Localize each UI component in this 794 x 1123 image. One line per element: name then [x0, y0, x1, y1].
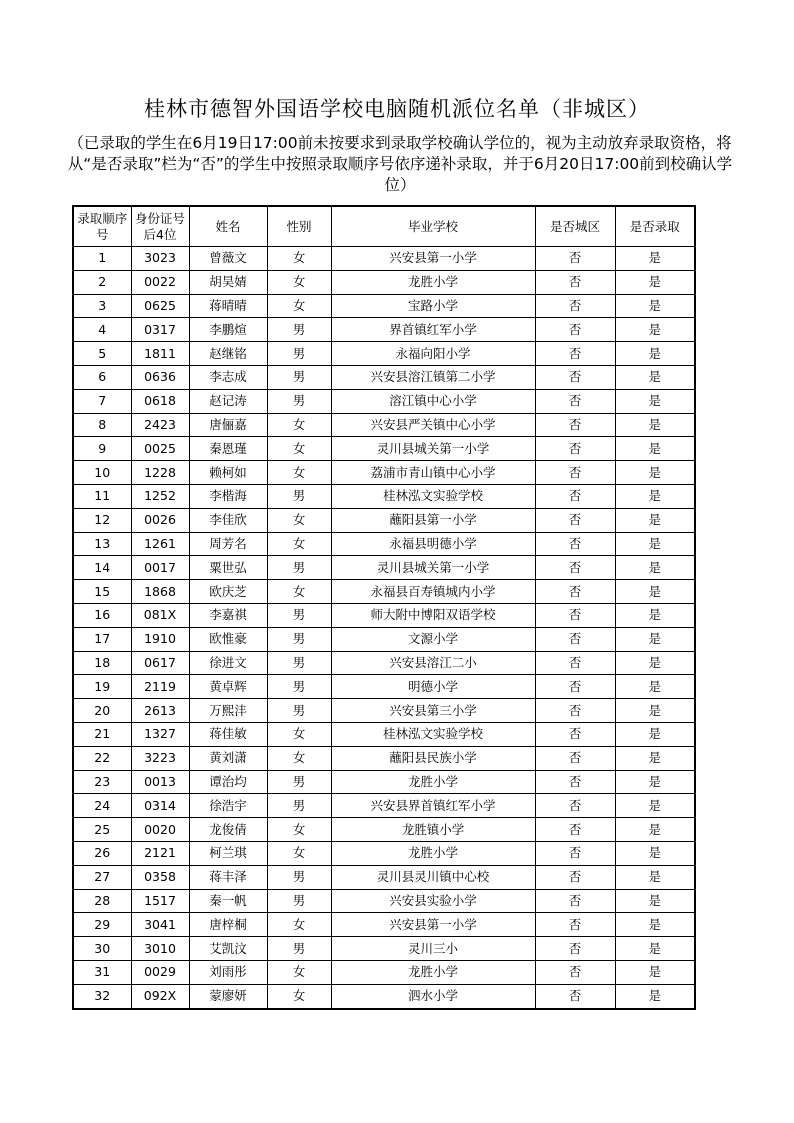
cell-is-urban: 否 [535, 247, 615, 271]
cell-gender: 男 [267, 627, 331, 651]
table-row [73, 865, 695, 889]
cell-name: 蒋晴晴 [189, 294, 267, 318]
cell-id-last4: 1261 [131, 532, 189, 556]
cell-id-last4: 0314 [131, 794, 189, 818]
cell-gender: 男 [267, 937, 331, 961]
cell-gender: 女 [267, 722, 331, 746]
cell-order: 28 [73, 889, 131, 913]
cell-order: 9 [73, 437, 131, 461]
cell-school: 永福县百寿镇城内小学 [331, 580, 535, 604]
cell-gender: 男 [267, 675, 331, 699]
cell-is-admitted: 是 [615, 603, 695, 627]
cell-is-urban: 否 [535, 841, 615, 865]
cell-order: 22 [73, 746, 131, 770]
table-body [73, 247, 695, 1009]
table-row [73, 699, 695, 723]
cell-name: 赵记涛 [189, 389, 267, 413]
table-row [73, 889, 695, 913]
cell-is-admitted: 是 [615, 294, 695, 318]
cell-order: 14 [73, 556, 131, 580]
cell-gender: 女 [267, 294, 331, 318]
notice-text: （已录取的学生在6月19日17:00前未按要求到录取学校确认学位的，视为主动放弃录取资格，将从“是否录取”栏为“否”的学生中按照录取顺序号依序递补录取，并于6月20日17:00前到校确认学位） [67, 134, 733, 194]
cell-gender: 男 [267, 603, 331, 627]
cell-id-last4: 0317 [131, 318, 189, 342]
cell-is-admitted: 是 [615, 841, 695, 865]
cell-order: 15 [73, 580, 131, 604]
cell-order: 7 [73, 389, 131, 413]
cell-gender: 男 [267, 556, 331, 580]
cell-is-admitted: 是 [615, 770, 695, 794]
cell-school: 兴安县第一小学 [331, 913, 535, 937]
cell-is-urban: 否 [535, 913, 615, 937]
cell-is-urban: 否 [535, 865, 615, 889]
cell-name: 刘雨彤 [189, 960, 267, 984]
cell-is-urban: 否 [535, 937, 615, 961]
cell-is-urban: 否 [535, 794, 615, 818]
cell-school: 兴安县溶江镇第二小学 [331, 365, 535, 389]
cell-gender: 男 [267, 484, 331, 508]
cell-gender: 男 [267, 651, 331, 675]
cell-is-admitted: 是 [615, 461, 695, 485]
cell-is-admitted: 是 [615, 318, 695, 342]
cell-is-admitted: 是 [615, 889, 695, 913]
cell-school: 永福向阳小学 [331, 342, 535, 366]
cell-is-admitted: 是 [615, 413, 695, 437]
cell-is-urban: 否 [535, 365, 615, 389]
cell-id-last4: 2613 [131, 699, 189, 723]
cell-gender: 男 [267, 889, 331, 913]
cell-name: 周芳名 [189, 532, 267, 556]
cell-id-last4: 1868 [131, 580, 189, 604]
cell-school: 桂林泓文实验学校 [331, 484, 535, 508]
cell-id-last4: 081X [131, 603, 189, 627]
cell-order: 32 [73, 984, 131, 1008]
cell-gender: 女 [267, 746, 331, 770]
cell-is-urban: 否 [535, 294, 615, 318]
cell-gender: 女 [267, 437, 331, 461]
cell-id-last4: 3010 [131, 937, 189, 961]
cell-is-admitted: 是 [615, 532, 695, 556]
cell-gender: 男 [267, 342, 331, 366]
cell-order: 1 [73, 247, 131, 271]
cell-id-last4: 0022 [131, 270, 189, 294]
table-row [73, 365, 695, 389]
cell-name: 黄卓辉 [189, 675, 267, 699]
cell-id-last4: 1811 [131, 342, 189, 366]
cell-is-urban: 否 [535, 413, 615, 437]
cell-order: 20 [73, 699, 131, 723]
cell-gender: 男 [267, 699, 331, 723]
cell-school: 泗水小学 [331, 984, 535, 1008]
cell-school: 溶江镇中心小学 [331, 389, 535, 413]
cell-name: 蒙廖妍 [189, 984, 267, 1008]
header-id-last4: 身份证号后4位 [131, 206, 189, 247]
cell-gender: 女 [267, 508, 331, 532]
cell-order: 31 [73, 960, 131, 984]
cell-id-last4: 092X [131, 984, 189, 1008]
cell-order: 16 [73, 603, 131, 627]
table-row [73, 484, 695, 508]
cell-name: 李佳欣 [189, 508, 267, 532]
cell-id-last4: 0029 [131, 960, 189, 984]
cell-name: 蒋佳敏 [189, 722, 267, 746]
cell-is-urban: 否 [535, 580, 615, 604]
cell-is-admitted: 是 [615, 651, 695, 675]
cell-school: 蘸阳县民族小学 [331, 746, 535, 770]
cell-id-last4: 0026 [131, 508, 189, 532]
cell-gender: 男 [267, 794, 331, 818]
cell-is-urban: 否 [535, 318, 615, 342]
table-row [73, 342, 695, 366]
table-row [73, 508, 695, 532]
cell-is-urban: 否 [535, 627, 615, 651]
cell-name: 唐俪嘉 [189, 413, 267, 437]
cell-id-last4: 0358 [131, 865, 189, 889]
cell-name: 赵继铭 [189, 342, 267, 366]
cell-gender: 男 [267, 365, 331, 389]
cell-name: 秦恩瑾 [189, 437, 267, 461]
cell-school: 龙胜镇小学 [331, 818, 535, 842]
cell-id-last4: 1252 [131, 484, 189, 508]
table-row [73, 318, 695, 342]
cell-is-urban: 否 [535, 889, 615, 913]
cell-school: 兴安县界首镇红军小学 [331, 794, 535, 818]
header-is-admitted: 是否录取 [615, 206, 695, 247]
cell-order: 4 [73, 318, 131, 342]
cell-is-urban: 否 [535, 532, 615, 556]
cell-school: 灵川县城关第一小学 [331, 437, 535, 461]
cell-is-urban: 否 [535, 651, 615, 675]
cell-is-admitted: 是 [615, 437, 695, 461]
cell-order: 29 [73, 913, 131, 937]
cell-id-last4: 2121 [131, 841, 189, 865]
cell-school: 界首镇红军小学 [331, 318, 535, 342]
cell-order: 23 [73, 770, 131, 794]
cell-is-urban: 否 [535, 675, 615, 699]
table-row [73, 746, 695, 770]
cell-order: 5 [73, 342, 131, 366]
cell-order: 11 [73, 484, 131, 508]
cell-is-admitted: 是 [615, 722, 695, 746]
cell-id-last4: 3023 [131, 247, 189, 271]
cell-is-urban: 否 [535, 603, 615, 627]
cell-id-last4: 1228 [131, 461, 189, 485]
cell-name: 万熙沣 [189, 699, 267, 723]
cell-gender: 男 [267, 865, 331, 889]
cell-is-admitted: 是 [615, 270, 695, 294]
cell-gender: 女 [267, 532, 331, 556]
cell-name: 曾薇文 [189, 247, 267, 271]
cell-school: 荔浦市青山镇中心小学 [331, 461, 535, 485]
table-row [73, 984, 695, 1008]
placement-table [72, 205, 696, 1010]
table-row [73, 270, 695, 294]
cell-gender: 女 [267, 913, 331, 937]
cell-order: 25 [73, 818, 131, 842]
cell-school: 兴安县溶江二小 [331, 651, 535, 675]
table-row [73, 960, 695, 984]
cell-school: 明德小学 [331, 675, 535, 699]
table-row [73, 389, 695, 413]
cell-id-last4: 3041 [131, 913, 189, 937]
cell-is-admitted: 是 [615, 913, 695, 937]
cell-order: 2 [73, 270, 131, 294]
cell-id-last4: 1517 [131, 889, 189, 913]
cell-name: 胡昊婧 [189, 270, 267, 294]
table-row [73, 247, 695, 271]
cell-name: 李鹏煊 [189, 318, 267, 342]
cell-school: 灵川县城关第一小学 [331, 556, 535, 580]
cell-id-last4: 0017 [131, 556, 189, 580]
table-row [73, 675, 695, 699]
cell-school: 龙胜小学 [331, 770, 535, 794]
cell-is-urban: 否 [535, 770, 615, 794]
table-row [73, 603, 695, 627]
cell-school: 师大附中博阳双语学校 [331, 603, 535, 627]
cell-is-admitted: 是 [615, 984, 695, 1008]
table-row [73, 770, 695, 794]
cell-is-admitted: 是 [615, 865, 695, 889]
cell-name: 赖柯如 [189, 461, 267, 485]
cell-id-last4: 0025 [131, 437, 189, 461]
cell-order: 26 [73, 841, 131, 865]
table-row [73, 413, 695, 437]
cell-name: 蒋丰泽 [189, 865, 267, 889]
cell-name: 龙俊倩 [189, 818, 267, 842]
table-row [73, 627, 695, 651]
table-header-row [73, 206, 695, 247]
cell-is-admitted: 是 [615, 484, 695, 508]
cell-is-admitted: 是 [615, 746, 695, 770]
cell-is-admitted: 是 [615, 247, 695, 271]
cell-is-urban: 否 [535, 270, 615, 294]
cell-is-urban: 否 [535, 818, 615, 842]
cell-order: 6 [73, 365, 131, 389]
cell-name: 李志成 [189, 365, 267, 389]
table-row [73, 818, 695, 842]
cell-school: 兴安县实验小学 [331, 889, 535, 913]
cell-name: 欧惟豪 [189, 627, 267, 651]
cell-is-admitted: 是 [615, 556, 695, 580]
cell-id-last4: 1327 [131, 722, 189, 746]
cell-school: 蘸阳县第一小学 [331, 508, 535, 532]
cell-id-last4: 3223 [131, 746, 189, 770]
cell-is-admitted: 是 [615, 342, 695, 366]
cell-school: 文源小学 [331, 627, 535, 651]
cell-is-urban: 否 [535, 722, 615, 746]
cell-school: 宝路小学 [331, 294, 535, 318]
cell-order: 12 [73, 508, 131, 532]
cell-gender: 女 [267, 461, 331, 485]
cell-is-urban: 否 [535, 461, 615, 485]
table-row [73, 722, 695, 746]
cell-id-last4: 0625 [131, 294, 189, 318]
cell-is-admitted: 是 [615, 580, 695, 604]
cell-name: 粟世弘 [189, 556, 267, 580]
cell-gender: 女 [267, 984, 331, 1008]
table-row [73, 651, 695, 675]
cell-name: 李楷海 [189, 484, 267, 508]
cell-order: 24 [73, 794, 131, 818]
cell-gender: 男 [267, 389, 331, 413]
table-row [73, 556, 695, 580]
cell-name: 李嘉祺 [189, 603, 267, 627]
cell-school: 灵川三小 [331, 937, 535, 961]
cell-school: 灵川县灵川镇中心校 [331, 865, 535, 889]
page-title: 桂林市德智外国语学校电脑随机派位名单（非城区） [144, 97, 650, 121]
cell-order: 30 [73, 937, 131, 961]
cell-is-urban: 否 [535, 984, 615, 1008]
cell-order: 10 [73, 461, 131, 485]
cell-school: 龙胜小学 [331, 270, 535, 294]
cell-order: 8 [73, 413, 131, 437]
header-school: 毕业学校 [331, 206, 535, 247]
cell-gender: 女 [267, 413, 331, 437]
cell-order: 18 [73, 651, 131, 675]
table-row [73, 794, 695, 818]
cell-is-urban: 否 [535, 484, 615, 508]
cell-gender: 女 [267, 270, 331, 294]
cell-school: 永福县明德小学 [331, 532, 535, 556]
table-row [73, 461, 695, 485]
cell-school: 龙胜小学 [331, 960, 535, 984]
cell-name: 徐浩宇 [189, 794, 267, 818]
cell-id-last4: 1910 [131, 627, 189, 651]
table-row [73, 841, 695, 865]
cell-school: 龙胜小学 [331, 841, 535, 865]
table-row [73, 294, 695, 318]
cell-id-last4: 2423 [131, 413, 189, 437]
header-is-urban: 是否城区 [535, 206, 615, 247]
cell-gender: 男 [267, 318, 331, 342]
cell-name: 徐进文 [189, 651, 267, 675]
cell-gender: 女 [267, 580, 331, 604]
cell-id-last4: 0636 [131, 365, 189, 389]
cell-is-admitted: 是 [615, 960, 695, 984]
header-name: 姓名 [189, 206, 267, 247]
cell-name: 欧庆芝 [189, 580, 267, 604]
cell-order: 19 [73, 675, 131, 699]
cell-order: 3 [73, 294, 131, 318]
header-admission-order: 录取顺序号 [73, 206, 131, 247]
cell-gender: 女 [267, 960, 331, 984]
table-row [73, 580, 695, 604]
cell-school: 桂林泓文实验学校 [331, 722, 535, 746]
cell-school: 兴安县严关镇中心小学 [331, 413, 535, 437]
cell-name: 艾凯汶 [189, 937, 267, 961]
cell-name: 黄刘潇 [189, 746, 267, 770]
cell-is-admitted: 是 [615, 508, 695, 532]
cell-school: 兴安县第三小学 [331, 699, 535, 723]
cell-is-urban: 否 [535, 437, 615, 461]
cell-is-admitted: 是 [615, 675, 695, 699]
cell-id-last4: 0618 [131, 389, 189, 413]
cell-is-urban: 否 [535, 556, 615, 580]
cell-id-last4: 0013 [131, 770, 189, 794]
cell-name: 唐梓桐 [189, 913, 267, 937]
cell-gender: 女 [267, 247, 331, 271]
cell-id-last4: 0020 [131, 818, 189, 842]
cell-id-last4: 0617 [131, 651, 189, 675]
header-gender: 性别 [267, 206, 331, 247]
table-row [73, 937, 695, 961]
table-row [73, 532, 695, 556]
cell-is-urban: 否 [535, 699, 615, 723]
cell-is-urban: 否 [535, 960, 615, 984]
cell-name: 柯兰琪 [189, 841, 267, 865]
cell-order: 27 [73, 865, 131, 889]
cell-is-admitted: 是 [615, 937, 695, 961]
cell-order: 17 [73, 627, 131, 651]
cell-order: 21 [73, 722, 131, 746]
table-row [73, 913, 695, 937]
cell-is-urban: 否 [535, 389, 615, 413]
cell-order: 13 [73, 532, 131, 556]
cell-is-urban: 否 [535, 746, 615, 770]
cell-is-admitted: 是 [615, 699, 695, 723]
cell-name: 谭治均 [189, 770, 267, 794]
cell-is-urban: 否 [535, 508, 615, 532]
table-row [73, 437, 695, 461]
cell-is-urban: 否 [535, 342, 615, 366]
cell-gender: 女 [267, 841, 331, 865]
cell-gender: 男 [267, 770, 331, 794]
cell-is-admitted: 是 [615, 627, 695, 651]
cell-id-last4: 2119 [131, 675, 189, 699]
cell-name: 秦一帆 [189, 889, 267, 913]
cell-is-admitted: 是 [615, 389, 695, 413]
cell-is-admitted: 是 [615, 365, 695, 389]
cell-gender: 女 [267, 818, 331, 842]
cell-is-admitted: 是 [615, 818, 695, 842]
cell-is-admitted: 是 [615, 794, 695, 818]
cell-school: 兴安县第一小学 [331, 247, 535, 271]
